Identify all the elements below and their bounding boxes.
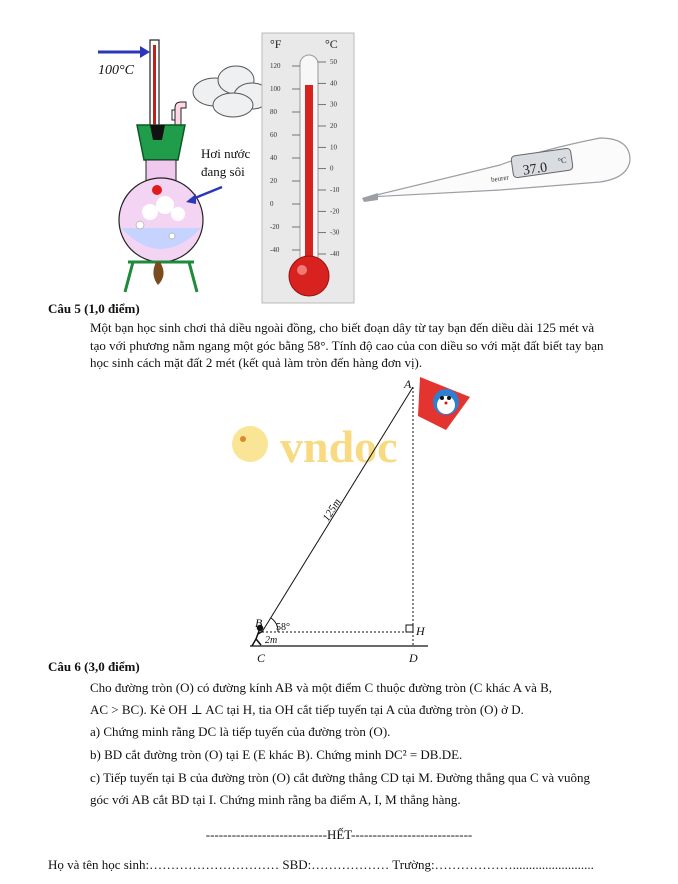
q6-line1: Cho đường tròn (O) có đường kính AB và một điểm C thuộc đường tròn (C khác A và B, [90, 680, 553, 695]
celsius-tick-label: -10 [330, 186, 340, 194]
digital-thermometer [362, 138, 630, 202]
flask-note-line2: đang sôi [201, 164, 245, 179]
fahrenheit-header: °F [270, 37, 282, 51]
q6-part-b: b) BD cắt đường tròn (O) tại E (E khác B). Chứng minh DC² = DB.DE. [90, 747, 463, 762]
watermark [232, 421, 398, 472]
flask-note-line1: Hơi nước [201, 146, 251, 161]
end-line: ----------------------------HẾT---------------------------- [205, 827, 473, 842]
fahrenheit-tick-label: 80 [270, 108, 277, 116]
q5-line2: tạo với phương nằm ngang một góc bằng 58°. Tính độ cao của con diều so với mặt đất biết tay bạn [90, 338, 604, 353]
label-c: C [257, 651, 266, 665]
digital-brand: beurer [490, 173, 510, 184]
watermark-text: vndoc [280, 421, 398, 472]
celsius-tick-label: -30 [330, 228, 340, 237]
q6-part-a: a) Chứng minh rằng DC là tiếp tuyến của đường tròn (O). [90, 724, 391, 739]
kite-icon [418, 377, 470, 430]
label-h: H [416, 624, 425, 638]
celsius-tick-label: 10 [330, 143, 337, 152]
fahrenheit-tick-label: 60 [270, 131, 277, 139]
figures-row [0, 0, 678, 305]
q6-title: Câu 6 (3,0 điểm) [48, 659, 140, 674]
q6-line2: AC > BC). Kẻ OH ⊥ AC tại H, tia OH cắt tiếp tuyến tại A của đường tròn (O) ở D. [90, 702, 524, 717]
celsius-tick-label: 40 [330, 79, 337, 88]
hypotenuse-label: 125m [320, 496, 344, 524]
celsius-tick-label: 20 [330, 122, 337, 130]
fahrenheit-tick-label: 100 [270, 85, 281, 93]
label-b: B [255, 616, 263, 630]
q5-line3: học sinh cách mặt đất 2 mét (kết quả làm tròn đến hàng đơn vị). [90, 355, 423, 370]
celsius-tick-label: 50 [330, 58, 337, 66]
label-a: A [404, 377, 412, 391]
student-info-line: Họ và tên học sinh:………………………… SBD:……………… Trường:………………......................... [48, 857, 594, 872]
fahrenheit-tick-label: 40 [270, 154, 277, 162]
digital-reading: 37.0 [521, 160, 549, 179]
celsius-tick-label: 30 [330, 100, 337, 109]
boiling-flask-figure [98, 40, 270, 292]
angle-label: 58° [276, 622, 290, 633]
analog-thermometer [262, 33, 354, 303]
height-label: 2m [265, 635, 278, 646]
fahrenheit-tick-label: -20 [270, 223, 280, 231]
q5-title: Câu 5 (1,0 điểm) [48, 301, 140, 316]
label-d: D [409, 651, 418, 665]
q6-part-c1: c) Tiếp tuyến tại B của đường tròn (O) cắt đường thẳng CD tại M. Đường thẳng qua C và vuông [90, 770, 590, 785]
celsius-tick-label: -40 [330, 250, 340, 258]
flask-temp-label: 100°C [98, 63, 134, 78]
celsius-tick-label: -20 [330, 207, 340, 216]
q5-line1: Một bạn học sinh chơi thả diều ngoài đồng, cho biết đoạn dây từ tay bạn đến diều dài 125 mét và [90, 320, 595, 335]
celsius-tick-label: 0 [330, 164, 334, 173]
kite-diagram [0, 372, 678, 672]
digital-unit: °C [557, 155, 568, 166]
fahrenheit-tick-label: -40 [270, 246, 280, 254]
q6-part-c2: góc với AB cắt BD tại I. Chứng minh rằng ba điểm A, I, M thẳng hàng. [90, 792, 461, 807]
fahrenheit-tick-label: 0 [270, 200, 274, 208]
celsius-header: °C [325, 37, 338, 51]
fahrenheit-tick-label: 20 [270, 177, 277, 185]
fahrenheit-tick-label: 120 [270, 62, 281, 70]
